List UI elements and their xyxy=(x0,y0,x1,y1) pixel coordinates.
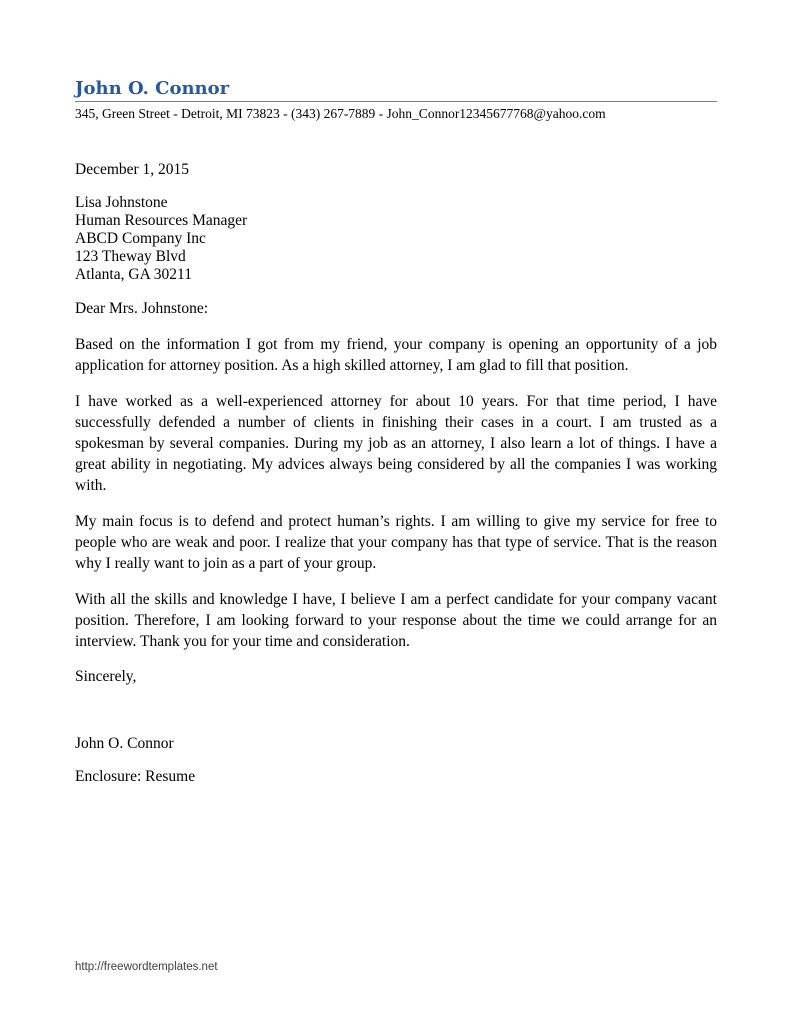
recipient-address xyxy=(75,194,717,284)
header-divider xyxy=(75,101,717,102)
recipient-company: ABCD Company Inc xyxy=(75,230,206,247)
recipient-city: Atlanta, GA 30211 xyxy=(75,266,192,283)
footer-url: http://freewordtemplates.net xyxy=(75,961,218,973)
enclosure-note: Enclosure: Resume xyxy=(75,768,196,785)
body-paragraph-3: My main focus is to defend and protect human’s rights. I am willing to give my service for free to people who are weak and poor. I realize that your company has that type of service. That is the reason why I really want to join as a part of your group. xyxy=(75,513,717,572)
sender-contact-line: 345, Green Street - Detroit, MI 73823 - (343) 267-7889 - John_Connor12345677768@yahoo.com xyxy=(75,106,606,121)
body-paragraph-4: With all the skills and knowledge I have, I believe I am a perfect candidate for your company vacant position. Therefore, I am looking forward to your response about the time we could arrange for an interview. Thank you for your time and consideration. xyxy=(75,591,717,650)
letter-date: December 1, 2015 xyxy=(75,161,190,178)
salutation: Dear Mrs. Johnstone: xyxy=(75,300,209,317)
recipient-title: Human Resources Manager xyxy=(75,212,248,229)
signature-name: John O. Connor xyxy=(75,735,174,752)
body-paragraph-2: I have worked as a well-experienced attorney for about 10 years. For that time period, I have successfully defended a number of clients in finishing their cases in a court. I am trusted as a spokesman by several companies. During my job as an attorney, I also learn a lot of things. I have a great ability in negotiating. My advices always being considered by all the companies I was working with. xyxy=(75,393,717,494)
recipient-name: Lisa Johnstone xyxy=(75,194,168,211)
sender-name: John O. Connor xyxy=(75,78,230,99)
closing-salutation: Sincerely, xyxy=(75,668,137,685)
body-paragraph-1: Based on the information I got from my friend, your company is opening an opportunity of a job application for attorney position. As a high skilled attorney, I am glad to fill that position. xyxy=(75,336,717,374)
letterhead xyxy=(75,78,717,122)
recipient-street: 123 Theway Blvd xyxy=(75,248,186,265)
